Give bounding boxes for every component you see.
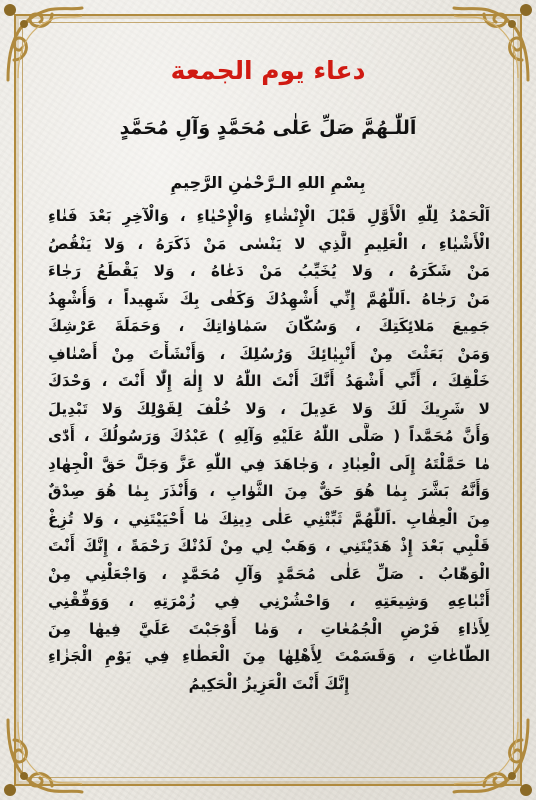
- prayer-line: قَلْبِي بَعْدَ إِذْ هَدَيْتَنِي ، وَهَبْ لِي مِنْ لَدُنْكَ رَحْمَةً ، إِنَّكَ أَنْتَ: [48, 537, 490, 555]
- prayer-line: مِنَ الْعِقٰابِ .اَللّٰهُمَّ ثَبِّتْنِي عَلٰى دِينِكَ مٰا أَحْيَيْتَنِي ، وَلا تُزِغْ: [48, 509, 490, 528]
- prayer-line: وَأَنَّهُ بَشَّرَ بِمٰا هُوَ حَقٌّ مِنَ الثَّوٰابِ ، وَأَنْذَرَ بِمٰا هُوَ صِدْقٌ: [48, 482, 490, 500]
- prayer-line: الطّٰاعٰاتِ ، وَقَسَمْتَ لِأَهْلِهٰا مِنَ الْعَطٰاءِ فِي يَوْمِ الْجَزٰاءِ: [48, 647, 490, 665]
- prayer-line: الْأَشْيٰاءِ ، الْعَلِيمِ الَّذِي لا يَنْسٰى مَنْ ذَكَرَهُ ، وَلا يَنْقُصُ: [48, 234, 490, 253]
- prayer-line: إِنَّكَ أَنْتَ الْعَزِيزُ الْحَكِيمُ: [188, 674, 350, 693]
- corner-ornament-icon: [446, 710, 536, 800]
- prayer-line: مٰا حَمَّلْتَهُ إِلَى الْعِبٰادِ ، وَجٰاهَدَ فِي اللّٰهِ عَزَّ وَجَلَّ حَقَّ الْجِهٰادِ: [48, 454, 490, 473]
- prayer-line: وَأَنَّ مُحَمَّداً ( صَلَّى اللّٰهُ عَلَيْهِ وَآلِهِ ) عَبْدُكَ وَرَسُولُكَ ، أَدّٰى: [48, 427, 490, 445]
- prayer-line: وَمَنْ بَعَثْتَ مِنْ أَنْبِيٰائِكَ وَرُسُلِكَ ، وَأَنْشَأْتَ مِنْ أَصْنٰافِ: [48, 344, 490, 363]
- prayer-line: اَلْحَمْدُ لِلّٰهِ الْأَوَّلِ قَبْلَ الْإِنْشٰاءِ وَالْإِحْيٰاءِ ، وَالْآخِرِ بَعْدَ فَنٰاءِ: [48, 207, 490, 225]
- prayer-line: أَتْبٰاعِهِ وَشِيعَتِهِ ، وَاحْشُرْنِي فِي زُمْرَتِهِ ، وَوَفِّقْنِي: [48, 592, 490, 610]
- prayer-text: [48, 203, 490, 698]
- prayer-line: لا شَرِيكَ لَكَ وَلا عَدِيلَ ، وَلا خُلْفَ لِقَوْلِكَ وَلا تَبْدِيلَ: [48, 399, 490, 418]
- salawat-line: اَللّٰـهُمَّ صَلِّ عَلٰى مُحَمَّدٍ وَآلِ مُحَمَّدٍ: [119, 117, 417, 139]
- prayer-line: جَمِيعَ مَلائِكَتِكَ ، وَسُكّٰانَ سَمٰاوٰاتِكَ ، وَحَمَلَةَ عَرْشِكَ: [48, 317, 490, 335]
- basmala-line: بِسْمِ اللهِ الـرَّحْمٰنِ الرَّحِيمِ: [170, 173, 366, 192]
- corner-ornament-icon: [0, 710, 90, 800]
- prayer-line: مَنْ شَكَرَهُ ، وَلا يُخَيِّبُ مَنْ دَعٰاهُ ، وَلا يَقْطَعُ رَجٰاءَ: [48, 262, 490, 280]
- prayer-line: خَلْقِكَ ، أَنِّي أَشْهَدُ أَنَّكَ أَنْتَ اللّٰهُ لا إِلٰهَ إِلّٰا أَنْتَ ، وَحْدَكَ: [48, 372, 490, 390]
- page-title: دعاء يوم الجمعة: [170, 56, 366, 85]
- prayer-line: مَنْ رَجٰاهُ .اَللّٰهُمَّ إِنِّي أُشْهِدُكَ وَكَفٰى بِكَ شَهِيداً ، وَأُشْهِدُ: [48, 289, 490, 308]
- prayer-line: الْوَهّٰابُ . صَلِّ عَلٰى مُحَمَّدٍ وَآلِ مُحَمَّدٍ ، وَاجْعَلْنِي مِنْ: [48, 564, 490, 583]
- prayer-line: لِأَدٰاءِ فَرْضِ الْجُمُعٰاتِ ، وَمٰا أَوْجَبْتَ عَلَيَّ فِيهٰا مِنَ: [48, 619, 490, 638]
